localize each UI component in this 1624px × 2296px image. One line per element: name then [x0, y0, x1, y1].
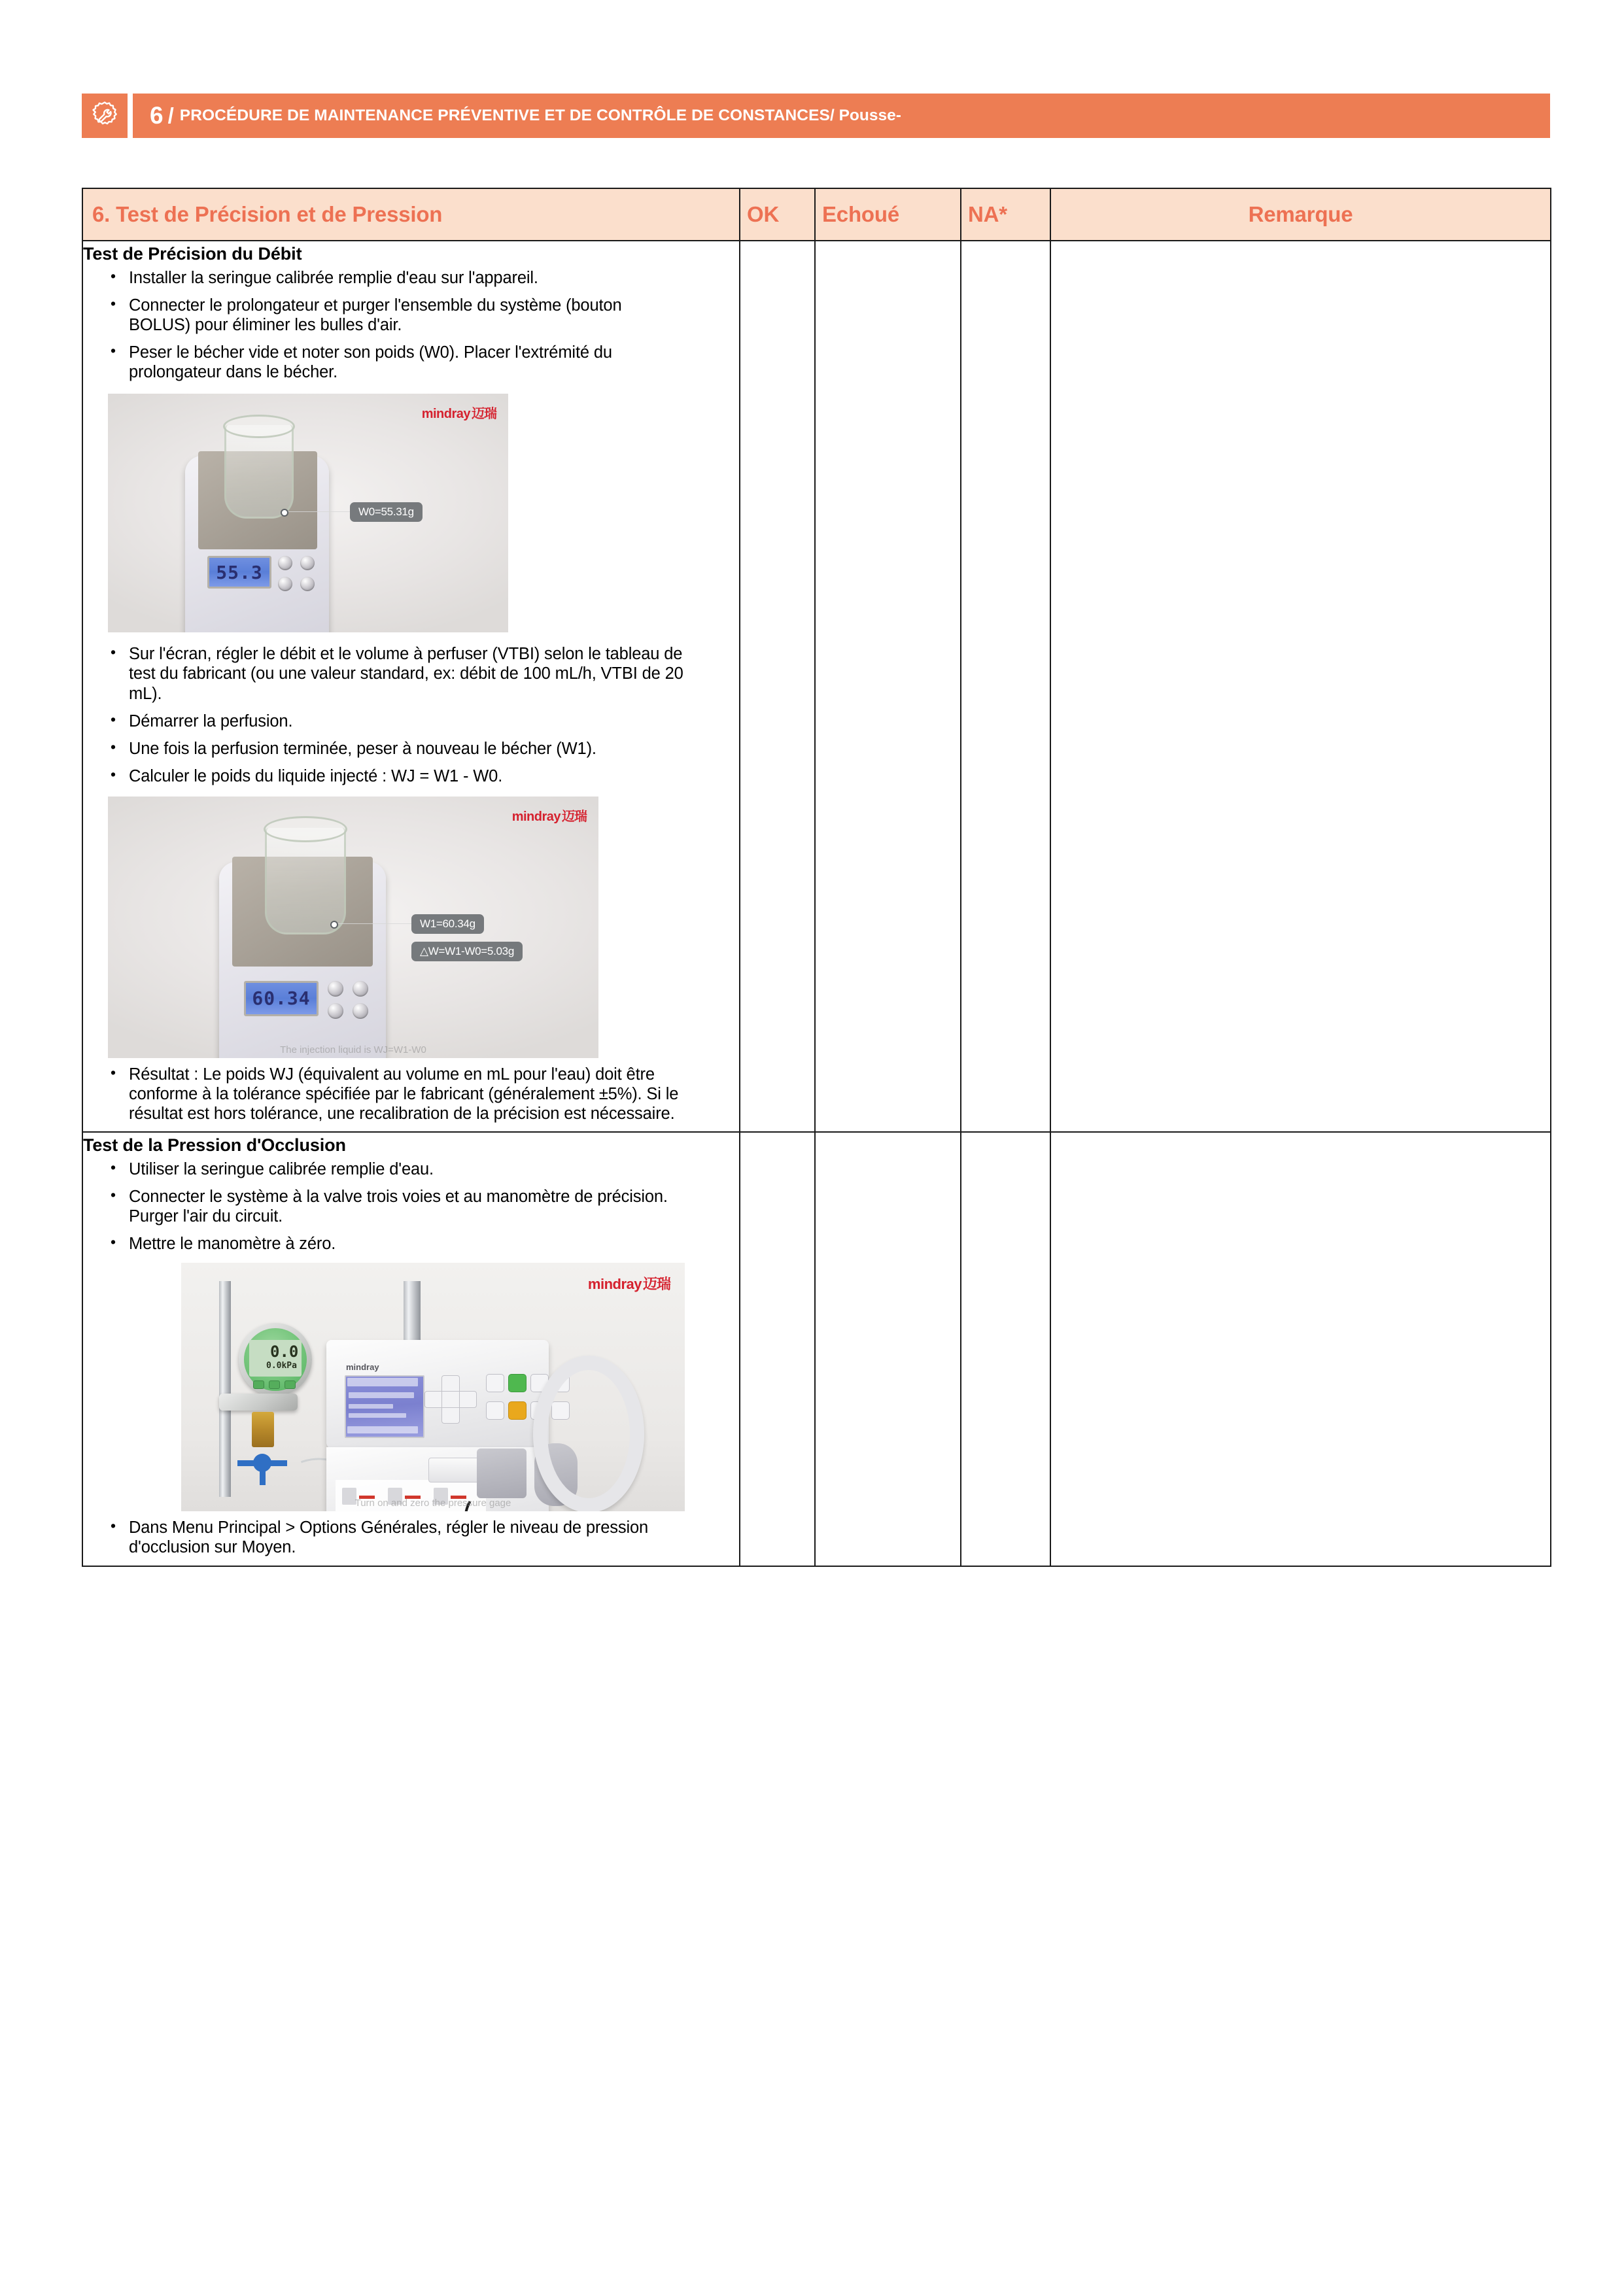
pump-dpad-left[interactable]	[424, 1391, 443, 1408]
subsection-title-pression: Test de la Pression d'Occlusion	[83, 1135, 346, 1156]
bullet-list-pression-part1	[87, 1159, 739, 1254]
list-item: • Utiliser la seringue calibrée remplie d'eau.	[109, 1159, 685, 1179]
scale-button[interactable]	[353, 981, 368, 997]
pump-screen-title-bar	[347, 1378, 418, 1386]
pump-key-start[interactable]	[508, 1374, 527, 1392]
header-cell-echoue	[815, 188, 961, 241]
scale-display-value: 55.3	[216, 561, 263, 583]
mindray-cjk-mark: 迈瑞	[642, 1276, 670, 1293]
subsection-title-debit: Test de Précision du Débit	[83, 244, 302, 264]
gear-wrench-icon	[89, 99, 120, 133]
pressure-gauge-unit-reading: 0.0kPa	[266, 1361, 297, 1371]
empty-beaker-on-scale-photo	[108, 394, 508, 632]
callout-w1: W1=60.34g	[411, 914, 484, 934]
header-cell-ok	[740, 188, 815, 241]
page-title: PROCÉDURE DE MAINTENANCE PRÉVENTIVE ET DE CONTRÔLE DE CONSTANCES	[179, 107, 830, 124]
pump-dpad-up[interactable]	[441, 1375, 460, 1392]
scale-button[interactable]	[353, 1003, 368, 1019]
cell-ok-pression[interactable]	[740, 1132, 815, 1566]
pump-key-menu[interactable]	[486, 1374, 504, 1392]
callout-leader-line	[336, 923, 411, 924]
cell-remarque-pression[interactable]	[1050, 1132, 1551, 1566]
stopcock-arm-left	[237, 1460, 254, 1466]
list-item: • Dans Menu Principal > Options Générales, régler le niveau de pression d'occlusion sur Moyen.	[109, 1518, 685, 1557]
filled-beaker-on-scale-photo	[108, 797, 598, 1058]
list-item: • Connecter le système à la valve trois voies et au manomètre de précision. Purger l'air du circuit.	[109, 1187, 685, 1226]
list-item: • Résultat : Le poids WJ (équivalent au volume en mL pour l'eau) doit être conforme à la tolérance spécifiée par le fabricant (généralement ±5%). Si le résultat est hors tolérance, une recalibration de la précision est nécessaire.	[109, 1065, 685, 1123]
stopcock-arm-right	[270, 1460, 287, 1466]
column-header-ok: OK	[747, 202, 780, 226]
mindray-wordmark: mindray	[511, 809, 561, 824]
figure-caption: The injection liquid is WJ=W1-W0	[280, 1044, 426, 1055]
mindray-brand-logo	[512, 806, 587, 825]
gauge-zero-button[interactable]	[285, 1380, 296, 1389]
callout-leader-line	[286, 511, 350, 512]
scale-button[interactable]	[328, 981, 343, 997]
table-header-row	[82, 188, 1551, 241]
iv-pole-left	[219, 1281, 231, 1497]
figure-caption: Turn on and zero the pressure gage	[354, 1498, 511, 1509]
scale-lcd-display	[207, 556, 271, 589]
callout-w0: W0=55.31g	[350, 502, 423, 522]
column-header-remarque: Remarque	[1248, 202, 1353, 226]
cell-na-pression[interactable]	[961, 1132, 1050, 1566]
pump-screen-row	[349, 1392, 414, 1398]
header-cell-section	[82, 188, 740, 241]
callout-anchor-dot	[330, 921, 338, 929]
header-number: 6	[150, 102, 164, 129]
inspection-checklist-table	[82, 188, 1551, 1567]
bullet-list-debit-part2	[87, 644, 739, 785]
pump-dpad-center[interactable]	[441, 1391, 460, 1408]
header-separator: /	[167, 103, 174, 128]
pressure-gauge-reading: 0.0	[270, 1343, 299, 1362]
row-content-pression	[82, 1132, 740, 1566]
scale-lcd-display	[244, 981, 319, 1016]
mindray-wordmark: mindray	[587, 1276, 642, 1293]
row-content-debit	[82, 241, 740, 1132]
header-icon-box	[82, 94, 128, 138]
mindray-cjk-mark: 迈瑞	[472, 407, 496, 422]
list-item: • Connecter le prolongateur et purger l'ensemble du système (bouton BOLUS) pour éliminer les bulles d'air.	[109, 296, 685, 335]
list-item: • Installer la seringue calibrée remplie d'eau sur l'appareil.	[109, 268, 685, 288]
list-item: • Mettre le manomètre à zéro.	[109, 1234, 685, 1254]
pump-key-ok[interactable]	[486, 1401, 504, 1420]
glass-beaker-with-water	[265, 828, 346, 934]
cell-echoue-debit[interactable]	[815, 241, 961, 1132]
gauge-pole-clamp	[219, 1394, 298, 1411]
beaker-rim	[264, 816, 347, 842]
gauge-power-button[interactable]	[253, 1380, 264, 1389]
mindray-brand-logo	[588, 1273, 670, 1294]
pump-screen-row	[349, 1404, 393, 1409]
list-item: • Peser le bécher vide et noter son poids (W0). Placer l'extrémité du prolongateur dans le bécher.	[109, 343, 685, 382]
table-row	[82, 1132, 1551, 1566]
scale-button[interactable]	[328, 1003, 343, 1019]
section-header-label: 6. Test de Précision et de Pression	[92, 202, 443, 226]
list-item: • Sur l'écran, régler le débit et le volume à perfuser (VTBI) selon le tableau de test du fabricant (ou une valeur standard, ex: débit de 100 mL/h, VTBI de 20 mL).	[109, 644, 685, 703]
cell-ok-debit[interactable]	[740, 241, 815, 1132]
bullet-list-pression-part2	[87, 1518, 739, 1557]
stopcock-arm-down	[260, 1471, 266, 1485]
gauge-mode-button[interactable]	[269, 1380, 280, 1389]
header-cell-remarque	[1050, 188, 1551, 241]
list-item: • Calculer le poids du liquide injecté : WJ = W1 - W0.	[109, 766, 685, 786]
column-header-echoue: Echoué	[822, 202, 899, 226]
page-header-band	[82, 94, 1550, 138]
brass-fitting	[252, 1412, 274, 1447]
syringe-pump-with-pressure-gauge-photo	[181, 1263, 685, 1511]
pump-screen-status-bar	[347, 1426, 418, 1433]
list-item: • Une fois la perfusion terminée, peser à nouveau le bécher (W1).	[109, 739, 685, 759]
mindray-brand-logo	[422, 403, 496, 422]
cell-echoue-pression[interactable]	[815, 1132, 961, 1566]
callout-delta-w: △W=W1-W0=5.03g	[411, 942, 523, 961]
mindray-wordmark: mindray	[421, 407, 470, 422]
cell-remarque-debit[interactable]	[1050, 241, 1551, 1132]
table-row	[82, 241, 1551, 1132]
pump-screen-row	[349, 1413, 406, 1418]
pump-brand-label: mindray	[346, 1362, 379, 1373]
page-title-tail: / Pousse-	[829, 107, 901, 124]
pump-carry-handle	[533, 1356, 644, 1511]
list-item: • Démarrer la perfusion.	[109, 711, 685, 731]
mindray-cjk-mark: 迈瑞	[562, 809, 587, 824]
scale-display-value: 60.34	[252, 987, 311, 1010]
header-title-box	[133, 94, 1550, 138]
column-header-na: NA*	[968, 202, 1007, 226]
bullet-list-debit-part1	[87, 268, 739, 382]
glass-beaker	[224, 425, 294, 519]
cell-na-debit[interactable]	[961, 241, 1050, 1132]
pump-dpad-right[interactable]	[458, 1391, 477, 1408]
pump-key-stop[interactable]	[508, 1401, 527, 1420]
bullet-list-debit-part3	[87, 1065, 739, 1123]
header-cell-na	[961, 188, 1050, 241]
pump-dpad-down[interactable]	[441, 1407, 460, 1424]
